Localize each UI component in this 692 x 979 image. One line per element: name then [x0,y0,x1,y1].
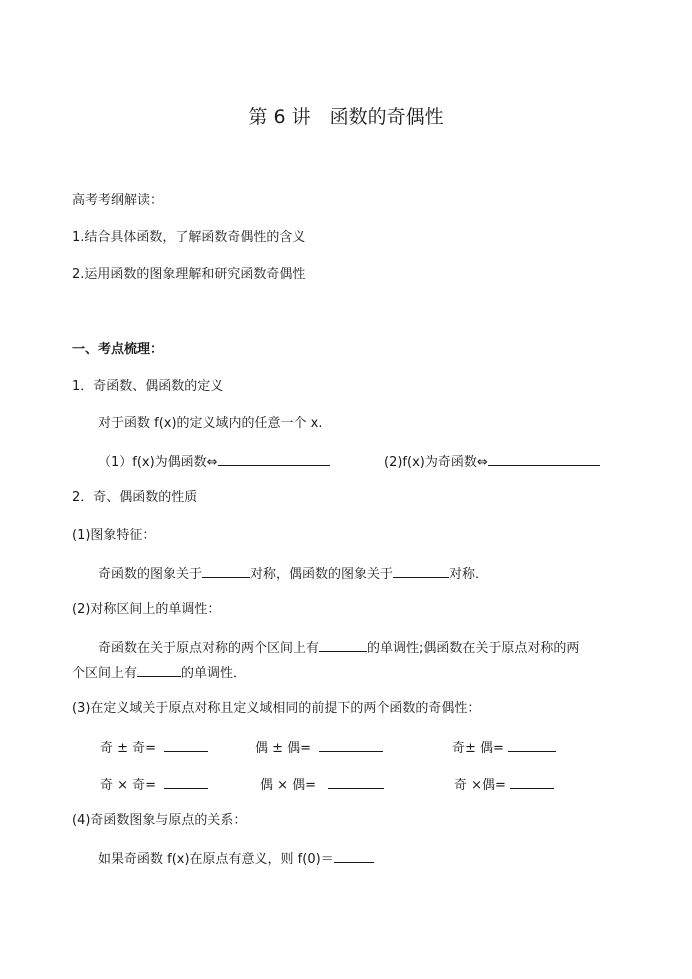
op-blank [164,738,208,752]
definition-intro: 对于函数 f(x)的定义域内的任意一个 x. [98,416,323,431]
mono-text-c: 个区间上有 [72,666,138,681]
syllabus-item-1: 1.结合具体函数，了解函数奇偶性的含义 [72,230,306,245]
operations-heading: (3)在定义域关于原点对称且定义域相同的前提下的两个函数的奇偶性： [72,701,481,716]
even-definition-label: （1）f(x)为偶函数⇔ [98,455,218,470]
op-blank [508,738,556,752]
even-function-definition [98,452,330,472]
section-heading-kaodian: 一、考点梳理： [72,342,164,357]
op-label: 奇 × 奇= [100,778,157,793]
op-blank [510,775,554,789]
operation-odd-plus-even [452,738,556,758]
op-label: 奇 ×偶= [454,778,506,793]
op-blank [164,775,208,789]
even-monotonicity-blank [137,663,181,677]
mono-text-b: 的单调性;偶函数在关于原点对称的两 [367,641,580,656]
odd-definition-blank [488,452,600,466]
syllabus-heading: 高考考纲解读： [72,193,164,208]
monotonicity-line-1 [98,638,579,658]
definition-heading: 1．奇函数、偶函数的定义 [72,379,224,394]
monotonicity-heading: (2)对称区间上的单调性： [72,602,221,617]
op-label: 偶 × 偶= [260,778,317,793]
page-title: 第 6 讲 函数的奇偶性 [248,106,444,128]
operation-even-plus-even [255,738,383,758]
origin-relation-heading: (4)奇函数图象与原点的关系： [72,813,247,828]
origin-relation-statement [98,849,374,869]
graph-text-b: 对称，偶函数的图象关于 [250,567,394,582]
syllabus-item-2: 2.运用函数的图象理解和研究函数奇偶性 [72,267,306,282]
odd-symmetry-blank [202,564,250,578]
graph-symmetry-statement [98,564,488,584]
op-label: 奇± 偶= [452,741,504,756]
origin-text: 如果奇函数 f(x)在原点有意义，则 f(0)＝ [98,852,334,867]
graph-text-c: 对称． [449,567,489,582]
operation-even-times-even [260,775,384,795]
mono-text-d: 的单调性． [181,666,247,681]
odd-definition-label: (2)f(x)为奇函数⇔ [384,455,488,470]
properties-heading: 2．奇、偶函数的性质 [72,490,198,505]
graph-text-a: 奇函数的图象关于 [98,567,203,582]
f0-blank [334,849,374,863]
operation-odd-times-even [454,775,554,795]
op-label: 奇 ± 奇= [100,741,157,756]
operation-odd-times-odd [100,775,208,795]
op-blank [328,775,384,789]
graph-features-heading: (1)图象特征： [72,528,156,543]
even-symmetry-blank [393,564,449,578]
even-definition-blank [218,452,330,466]
operation-odd-plus-odd [100,738,208,758]
op-label: 偶 ± 偶= [255,741,312,756]
odd-monotonicity-blank [319,638,367,652]
odd-function-definition [384,452,600,472]
op-blank [319,738,383,752]
monotonicity-line-2 [72,663,246,683]
mono-text-a: 奇函数在关于原点对称的两个区间上有 [98,641,320,656]
